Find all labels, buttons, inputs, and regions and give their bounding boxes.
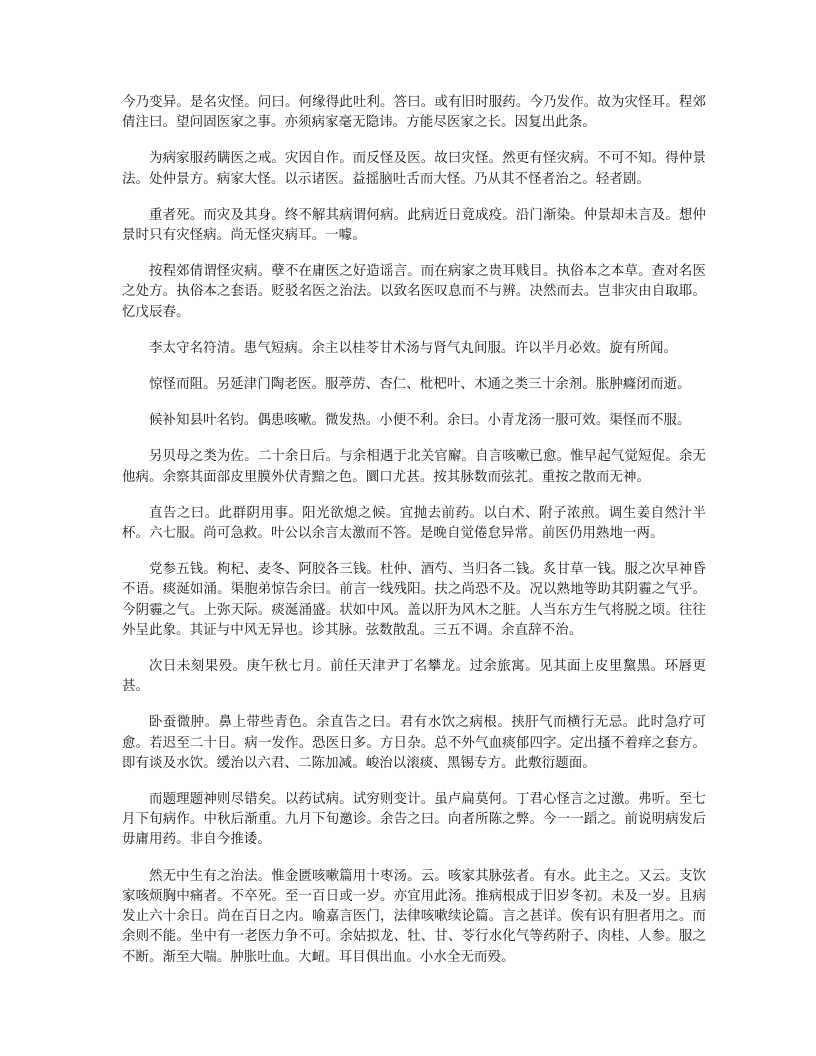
paragraph-1: 今乃变异。是名灾怪。问曰。何缘得此吐利。答曰。或有旧时服药。今乃发作。故为灾怪耳。程郊倩注曰。望问固医家之事。亦须病家毫无隐讳。方能尽医家之长。因复出此条。 xyxy=(122,95,706,131)
paragraph-13: 而题理题神则尽错矣。以药试病。试穷则变计。虽卢扁莫何。丁君心怪言之过激。弗听。至七月下旬病作。中秋后渐重。九月下旬邀诊。余告之曰。向者所陈之弊。今一一蹈之。前说明病发后毋庸用药。非自今推诿。 xyxy=(122,792,706,848)
paragraph-3: 重者死。而灾及其身。终不解其病谓何病。此病近日竟成疫。沿门渐染。仲景却未言及。想仲景时只有灾怪病。尚无怪灾病耳。一噱。 xyxy=(122,207,706,244)
paragraph-6: 惊怪而阻。另延津门陶老医。服葶苈、杏仁、枇杷叶、木通之类三十余剂。胀肿癃闭而逝。 xyxy=(149,377,691,393)
paragraph-4: 按程郊倩谓怪灾病。孽不在庸医之好造谣言。而在病家之贵耳贱目。执俗本之本草。查对名医之处方。执俗本之套语。贬驳名医之治法。以致名医叹息而不与辨。决然而去。岂非灾由自取耶。忆戊辰春。 xyxy=(122,264,706,320)
paragraph-5: 李太守名符清。患气短病。余主以桂苓甘术汤与肾气丸间服。许以半月必效。旋有所闻。 xyxy=(149,340,678,356)
paragraph-7: 候补知县叶名钧。偶患咳嗽。微发热。小便不利。余曰。小青龙汤一服可效。渠怪而不服。 xyxy=(149,413,691,429)
paragraph-9: 直告之曰。此群阴用事。阳光欲熄之候。宜抛去前药。以白术、附子浓煎。调生姜自然汁半杯。六七服。尚可急救。叶公以余言太激而不答。是晚自觉倦怠异常。前医仍用熟地一两。 xyxy=(122,505,706,542)
paragraph-10: 党参五钱。枸杞、麦冬、阿胶各三钱。杜仲、酒芍、当归各二钱。炙甘草一钱。服之次早神昏不语。痰涎如涌。渠胞弟惊告余曰。前言一线残阳。扶之尚恐不及。况以熟地等助其阴霾之气乎。今阴霾之气。上弥天际。痰涎涌盛。状如中风。盖以肝为风木之脏。人当东方生气将脱之顷。往往外呈此象。其证与中风无异也。诊其脉。弦数散乱。三五不调。余直辞不治。 xyxy=(122,562,706,638)
paragraph-8: 另贝母之类为佐。二十余日后。与余相遇于北关官廨。自言咳嗽已愈。惟早起气觉短促。余无他病。余察其面部皮里膜外伏青黯之色。圜口尤甚。按其脉数而弦芤。重按之散而无神。 xyxy=(122,449,706,485)
paragraph-11: 次日未刻果殁。庚午秋七月。前任天津尹丁名攀龙。过余旅寓。见其面上皮里黧黑。环唇更甚。 xyxy=(122,659,706,695)
paragraph-12: 卧蚕微肿。鼻上带些青色。余直告之曰。君有水饮之病根。挟肝气而横行无忌。此时急疗可愈。若迟至二十日。病一发作。恐医日多。方日杂。总不外气血痰郁四字。定出搔不着痒之套方。即有谈及水饮。缓治以六君、二陈加减。峻治以滚痰、黑锡专方。此敷衍题面。 xyxy=(122,715,706,771)
paragraph-2: 为病家服药瞒医之戒。灾因自作。而反怪及医。故曰灾怪。然更有怪灾病。不可不知。得仲景法。处仲景方。病家大怪。以示诸医。益摇脑吐舌而大怪。乃从其不怪者治之。轻者剧。 xyxy=(122,151,706,187)
paragraph-14: 然无中生有之治法。惟金匮咳嗽篇用十枣汤。云。咳家其脉弦者。有水。此主之。又云。支饮家咳烦胸中痛者。不卒死。至一百日或一岁。亦宜用此汤。推病根成于旧岁冬初。未及一岁。且病发止六十余日。尚在百日之内。喻嘉言医门，法律咳嗽续论篇。言之甚详。俟有识有胆者用之。而余则不能。坐中有一老医力争不可。余姑拟龙、牡、甘、苓行水化气等药附子、肉桂、人参。服之不断。渐至大喘。肿胀吐血。大衄。耳目俱出血。小水全无而殁。 xyxy=(122,868,706,965)
